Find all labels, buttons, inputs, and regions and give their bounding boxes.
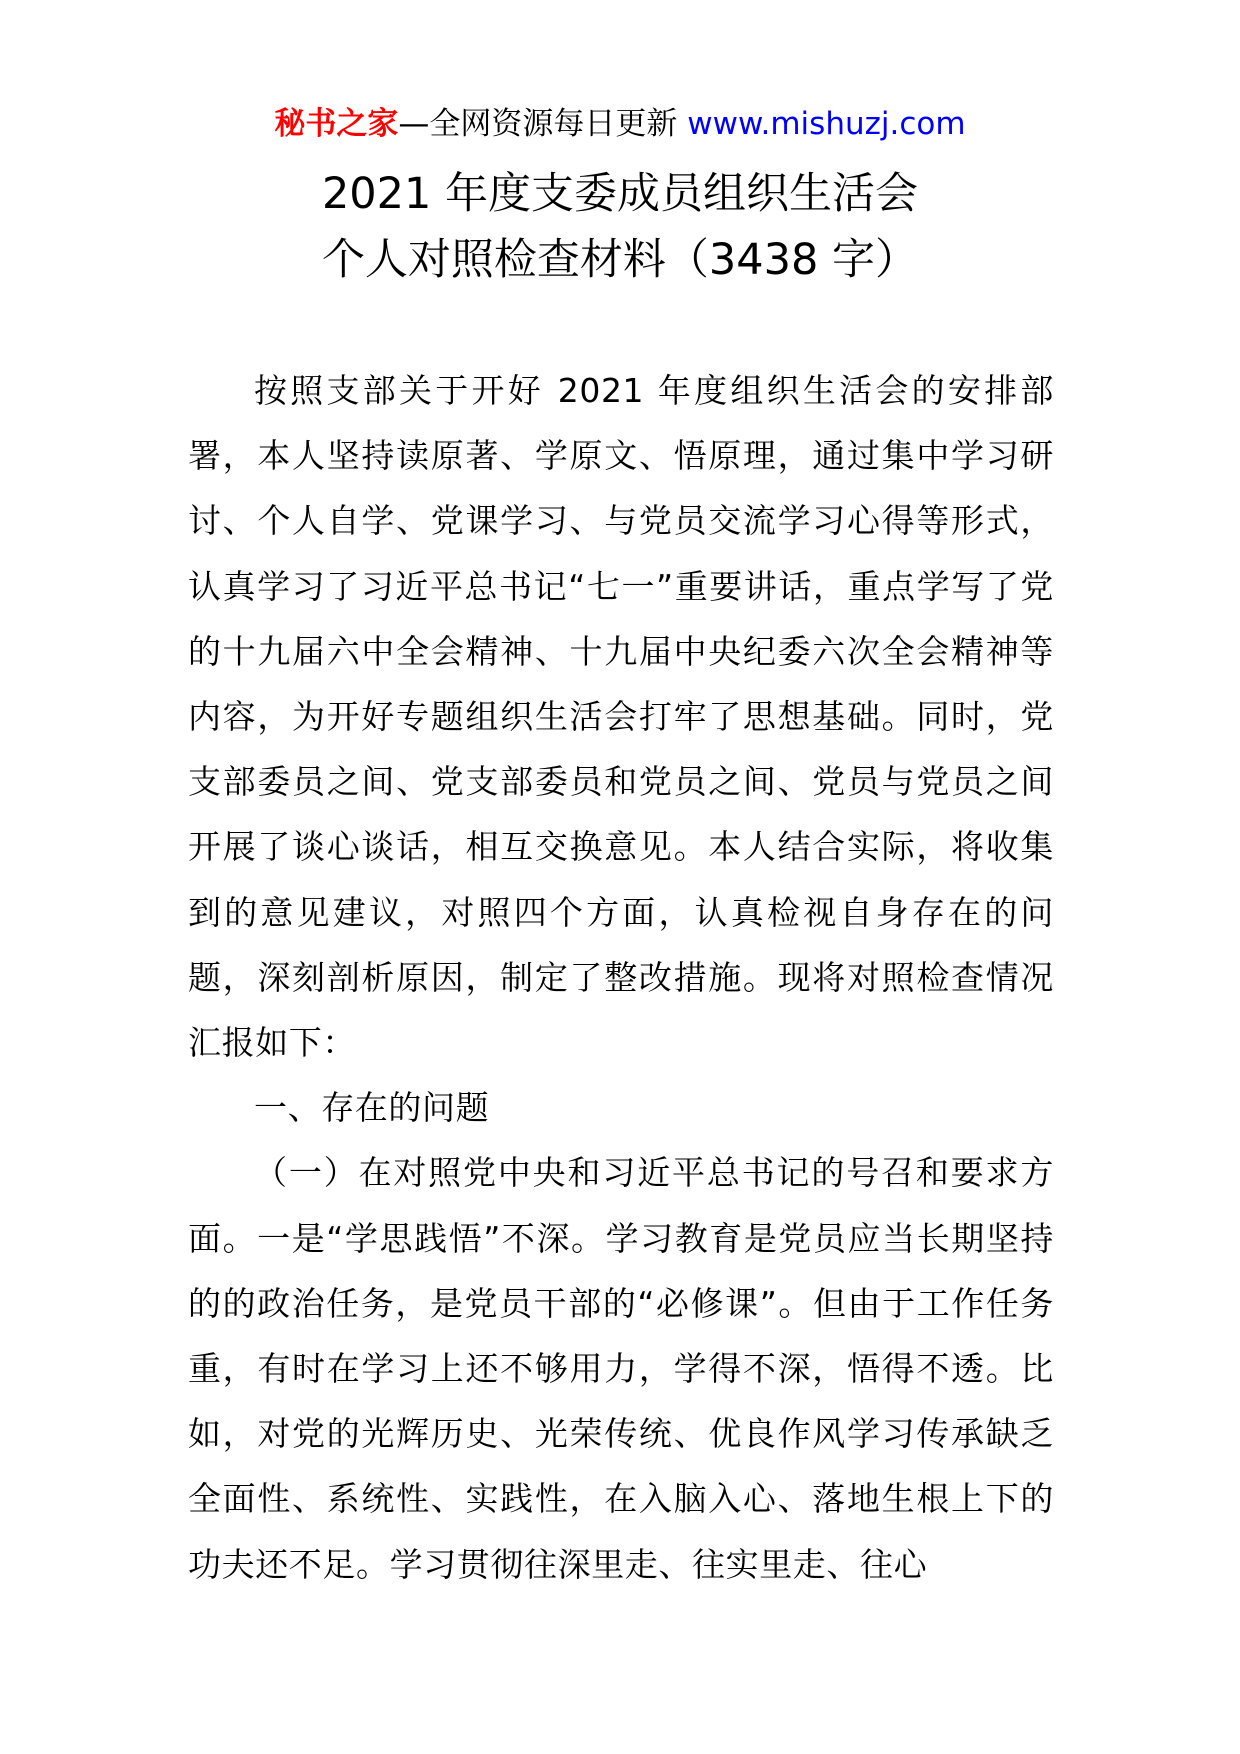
section-heading: 一、存在的问题 [254,1088,490,1128]
site-brand: 秘书之家 [274,106,399,142]
site-url-link[interactable]: www.mishuzj.com [687,106,966,142]
document-title-line-1: 2021 年度支委成员组织生活会 [321,169,919,219]
document-body [188,358,1054,1597]
site-header [0,102,1240,146]
site-tagline: —全网资源每日更新 [398,106,678,142]
intro-paragraph: 按照支部关于开好 2021 年度组织生活会的安排部署，本人坚持读原著、学原文、悟原理，通过集中学习研讨、个人自学、党课学习、与党员交流学习心得等形式，认真学习了习近平总书记“七一”重要讲话，重点学写了党的十九届六中全会精神、十九届中央纪委六次全会精神等内容，为开好专题组织生活会打牢了思想基础。同时，党支部委员之间、党支部委员和党员之间、党员与党员之间开展了谈心谈话，相互交换意见。本人结合实际，将收集到的意见建议，对照四个方面，认真检视自身存在的问题，深刻剖析原因，制定了整改措施。现将对照检查情况汇报如下： [188,371,1054,1063]
document-title-line-2: 个人对照检查材料（3438 字） [321,235,919,285]
section-paragraph: （一）在对照党中央和习近平总书记的号召和要求方面。一是“学思践悟”不深。学习教育是党员应当长期坚持的的政治任务，是党员干部的“必修课”。但由于工作任务重，有时在学习上还不够用力，学得不深，悟得不透。比如，对党的光辉历史、光荣传统、优良作风学习传承缺乏全面性、系统性、实践性，在入脑入心、落地生根上下的功夫还不足。学习贯彻往深里走、往实里走、往心 [188,1153,1054,1584]
